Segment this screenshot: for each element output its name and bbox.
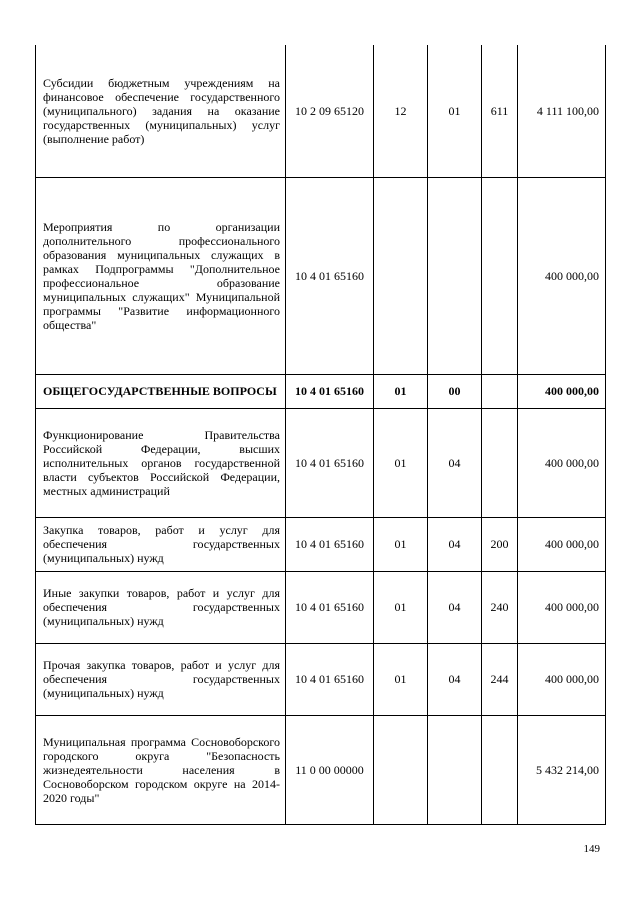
row-sum: 5 432 214,00 bbox=[518, 715, 606, 824]
table-row bbox=[36, 408, 606, 517]
row-rz: 01 bbox=[374, 517, 428, 571]
row-name: Функционирование Правительства Российской Федерации, высших исполнительных органов государственной власти субъектов Российской Федерации, местных администраций bbox=[36, 408, 286, 517]
row-sum: 400 000,00 bbox=[518, 408, 606, 517]
row-sum: 4 111 100,00 bbox=[518, 45, 606, 177]
row-pr: 00 bbox=[428, 374, 482, 408]
row-name: ОБЩЕГОСУДАРСТВЕННЫЕ ВОПРОСЫ bbox=[36, 374, 286, 408]
row-rz bbox=[374, 177, 428, 374]
table-row bbox=[36, 643, 606, 715]
row-vr: 611 bbox=[482, 45, 518, 177]
table-row bbox=[36, 571, 606, 643]
row-pr: 04 bbox=[428, 517, 482, 571]
row-pr: 04 bbox=[428, 408, 482, 517]
row-vr: 200 bbox=[482, 517, 518, 571]
row-csr: 10 4 01 65160 bbox=[286, 643, 374, 715]
row-sum: 400 000,00 bbox=[518, 643, 606, 715]
table-row bbox=[36, 177, 606, 374]
row-vr: 240 bbox=[482, 571, 518, 643]
table-row bbox=[36, 517, 606, 571]
row-sum: 400 000,00 bbox=[518, 517, 606, 571]
row-rz: 12 bbox=[374, 45, 428, 177]
row-rz: 01 bbox=[374, 374, 428, 408]
row-sum: 400 000,00 bbox=[518, 177, 606, 374]
row-csr: 10 2 09 65120 bbox=[286, 45, 374, 177]
row-csr: 11 0 00 00000 bbox=[286, 715, 374, 824]
row-csr: 10 4 01 65160 bbox=[286, 374, 374, 408]
row-vr bbox=[482, 374, 518, 408]
table-row bbox=[36, 715, 606, 824]
row-csr: 10 4 01 65160 bbox=[286, 408, 374, 517]
row-vr bbox=[482, 408, 518, 517]
row-name: Мероприятия по организации дополнительного профессионального образования муниципальных служащих в рамках Подпрограммы "Дополнительное профессиональное образование муниципальных служащих" Муниципальной программы "Развитие информационного общества" bbox=[36, 177, 286, 374]
table-row bbox=[36, 45, 606, 177]
row-csr: 10 4 01 65160 bbox=[286, 571, 374, 643]
row-name: Закупка товаров, работ и услуг для обеспечения государственных (муниципальных) нужд bbox=[36, 517, 286, 571]
row-vr bbox=[482, 715, 518, 824]
row-name: Субсидии бюджетным учреждениям на финансовое обеспечение государственного (муниципального) задания на оказание государственных (муниципальных) услуг (выполнение работ) bbox=[36, 45, 286, 177]
row-rz: 01 bbox=[374, 643, 428, 715]
row-rz: 01 bbox=[374, 571, 428, 643]
row-pr: 04 bbox=[428, 571, 482, 643]
row-pr: 01 bbox=[428, 45, 482, 177]
row-pr bbox=[428, 177, 482, 374]
row-name: Иные закупки товаров, работ и услуг для обеспечения государственных (муниципальных) нужд bbox=[36, 571, 286, 643]
row-vr: 244 bbox=[482, 643, 518, 715]
row-pr bbox=[428, 715, 482, 824]
row-sum: 400 000,00 bbox=[518, 374, 606, 408]
row-csr: 10 4 01 65160 bbox=[286, 177, 374, 374]
row-rz bbox=[374, 715, 428, 824]
row-sum: 400 000,00 bbox=[518, 571, 606, 643]
page-number: 149 bbox=[583, 843, 600, 855]
budget-table bbox=[35, 45, 606, 825]
row-name: Муниципальная программа Сосновоборского городского округа "Безопасность жизнедеятельности населения в Сосновоборском городском округе на 2014-2020 годы" bbox=[36, 715, 286, 824]
row-name: Прочая закупка товаров, работ и услуг для обеспечения государственных (муниципальных) нужд bbox=[36, 643, 286, 715]
row-vr bbox=[482, 177, 518, 374]
row-rz: 01 bbox=[374, 408, 428, 517]
row-csr: 10 4 01 65160 bbox=[286, 517, 374, 571]
table-row bbox=[36, 374, 606, 408]
row-pr: 04 bbox=[428, 643, 482, 715]
